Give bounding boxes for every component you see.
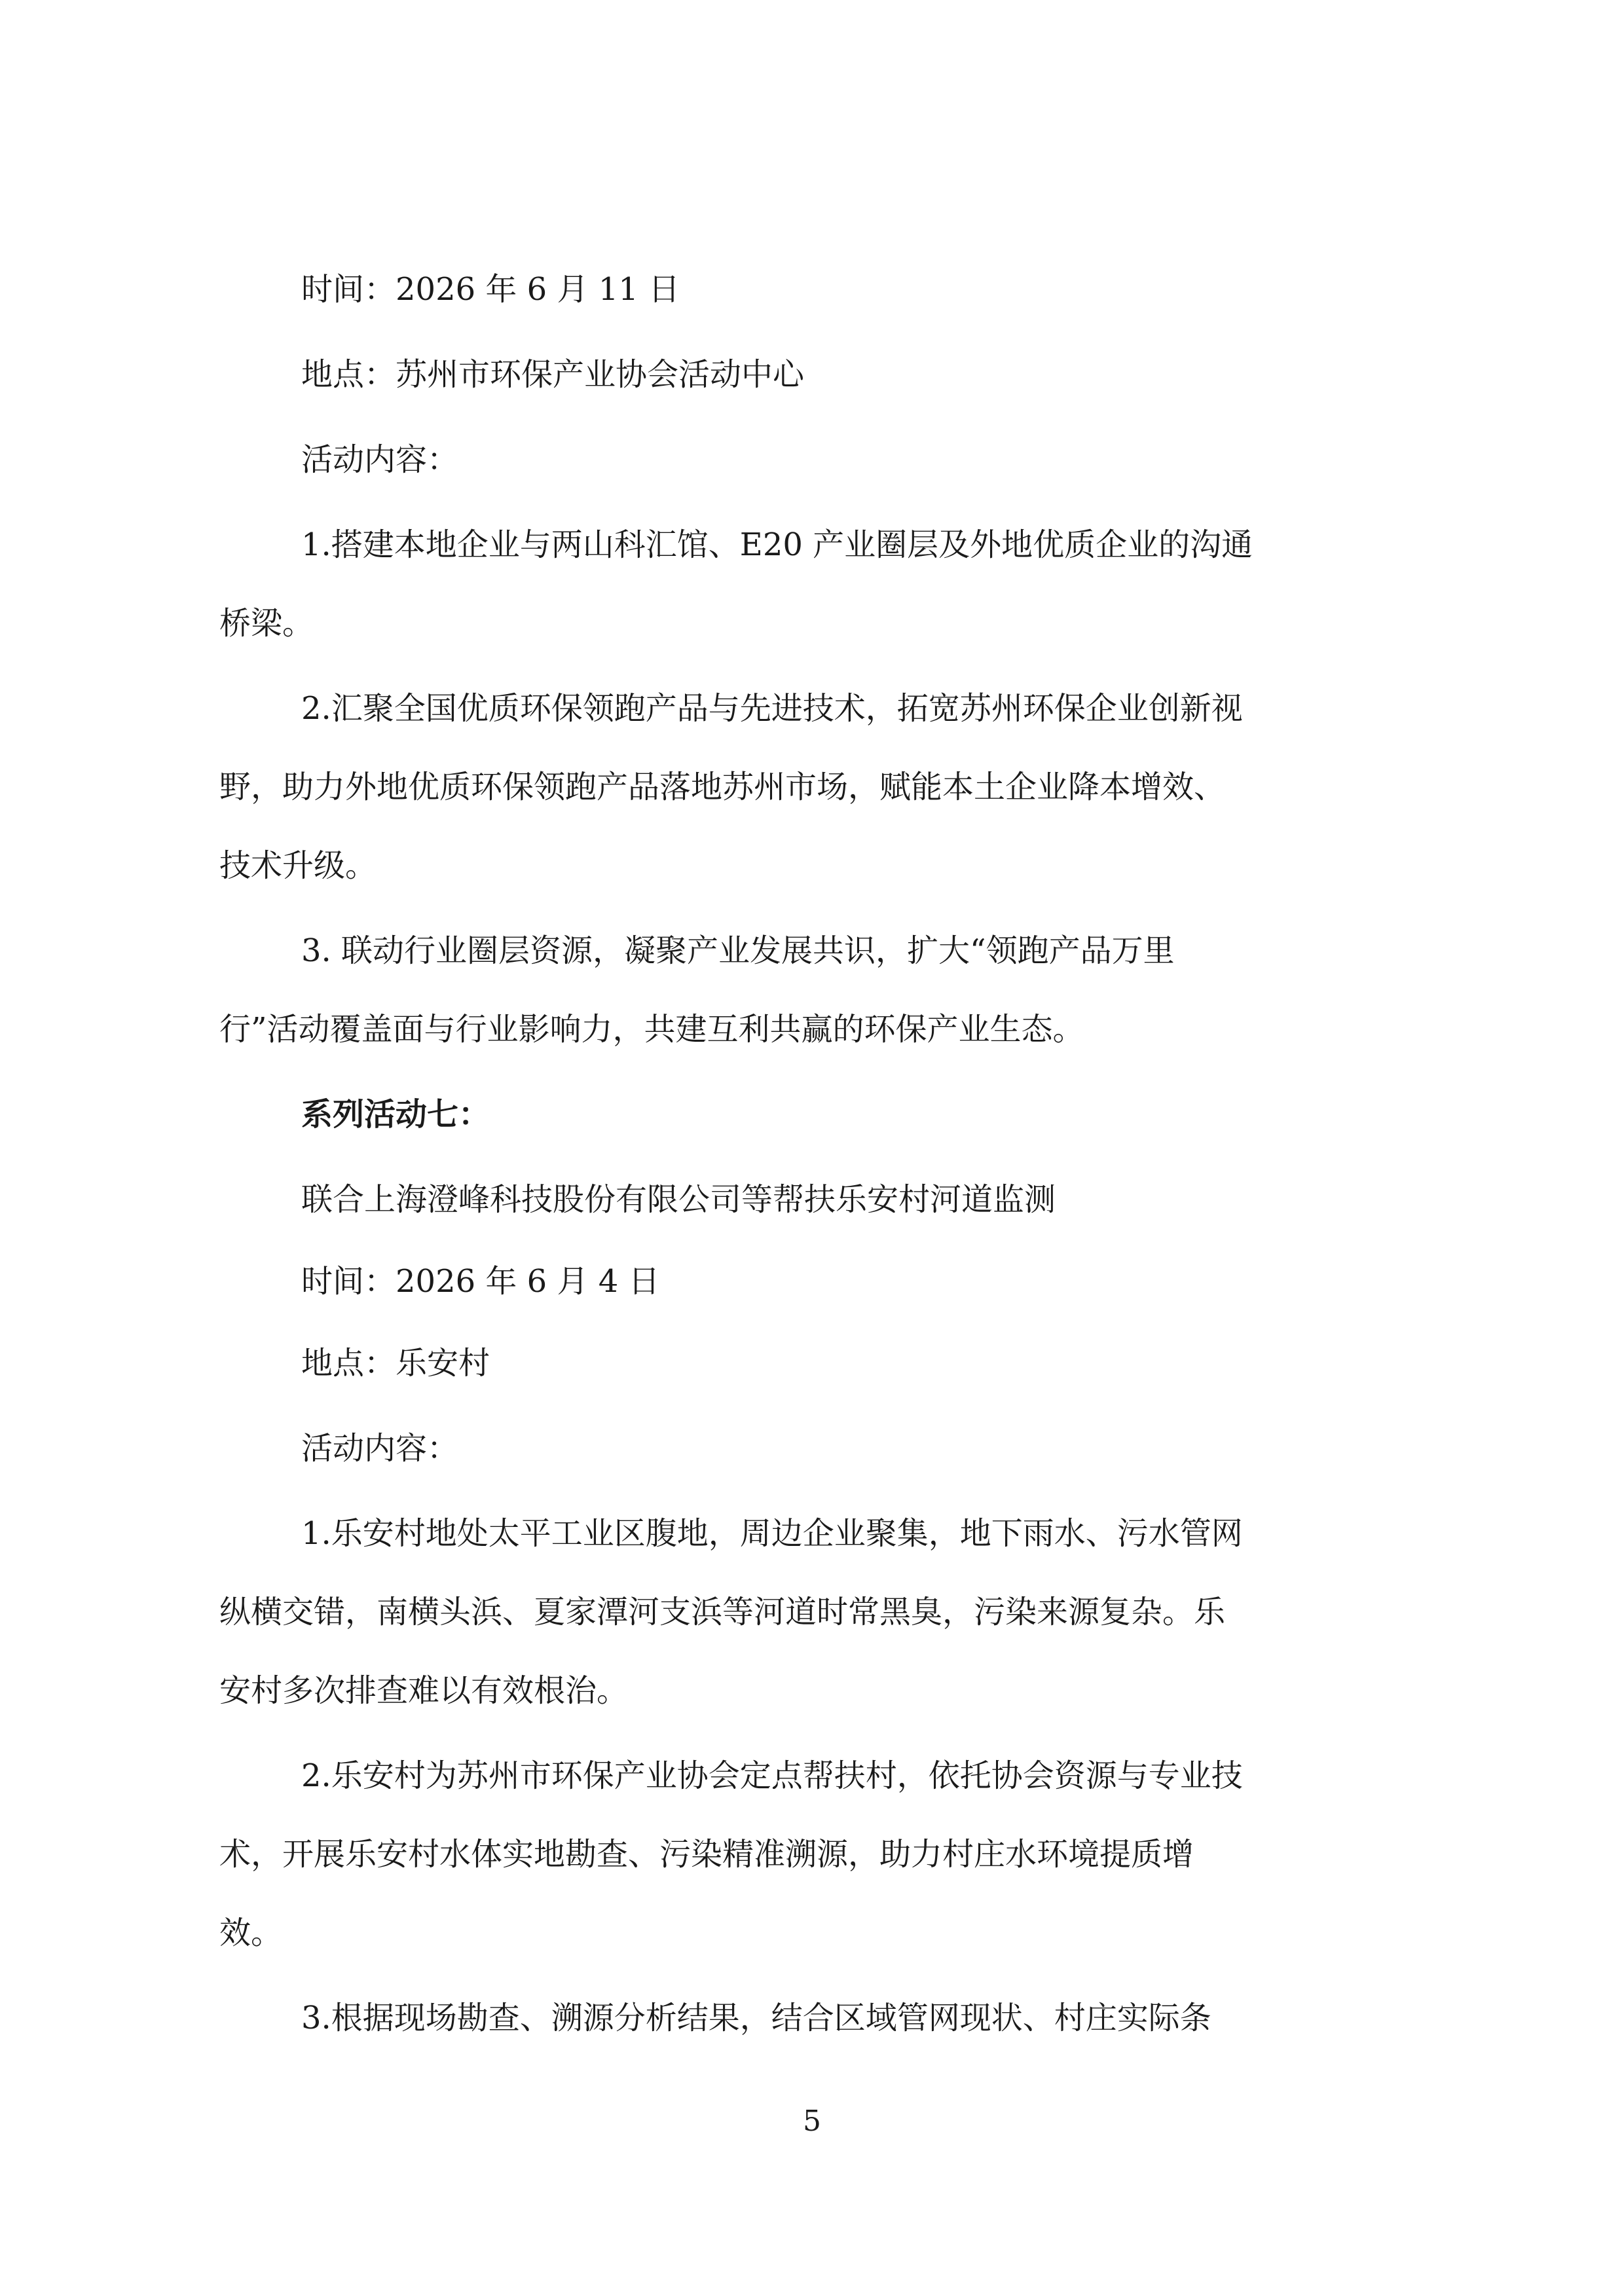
content-item-1-line-2: 桥梁。 bbox=[219, 605, 314, 642]
content-2-item-1-line-2: 纵横交错，南横头浜、夏家潭河支浜等河道时常黑臭，污染来源复杂。乐 bbox=[219, 1594, 1226, 1630]
content-label-2: 活动内容： bbox=[301, 1430, 459, 1467]
content-item-1-line-1: 1.搭建本地企业与两山科汇馆、E20 产业圈层及外地优质企业的沟通 bbox=[301, 526, 1253, 563]
series-heading: 系列活动七： bbox=[301, 1096, 490, 1133]
content-2-item-3-line-1: 3.根据现场勘查、溯源分析结果，结合区域管网现状、村庄实际条 bbox=[301, 2000, 1211, 2036]
content-label: 活动内容： bbox=[301, 441, 459, 478]
content-item-3-line-2: 行”活动覆盖面与行业影响力，共建互利共赢的环保产业生态。 bbox=[219, 1011, 1084, 1048]
content-2-item-1-line-3: 安村多次排查难以有效根治。 bbox=[219, 1672, 629, 1709]
page-number: 5 bbox=[803, 2104, 821, 2138]
content-item-2-line-1: 2.汇聚全国优质环保领跑产品与先进技术，拓宽苏州环保企业创新视 bbox=[301, 690, 1243, 727]
event-time: 时间：2026 年 6 月 11 日 bbox=[301, 271, 680, 308]
content-item-2-line-3: 技术升级。 bbox=[219, 847, 377, 884]
content-2-item-1-line-1: 1.乐安村地处太平工业区腹地，周边企业聚集，地下雨水、污水管网 bbox=[301, 1515, 1243, 1552]
event-place-2: 地点：乐安村 bbox=[301, 1345, 490, 1382]
content-2-item-2-line-2: 术，开展乐安村水体实地勘查、污染精准溯源，助力村庄水环境提质增 bbox=[219, 1836, 1194, 1873]
series-subtitle: 联合上海澄峰科技股份有限公司等帮扶乐安村河道监测 bbox=[301, 1181, 1056, 1218]
content-2-item-2-line-1: 2.乐安村为苏州市环保产业协会定点帮扶村，依托协会资源与专业技 bbox=[301, 1757, 1243, 1794]
event-time-2: 时间：2026 年 6 月 4 日 bbox=[301, 1263, 660, 1300]
event-place: 地点：苏州市环保产业协会活动中心 bbox=[301, 356, 805, 393]
content-item-3-line-1: 3. 联动行业圈层资源，凝聚产业发展共识，扩大“领跑产品万里 bbox=[301, 932, 1175, 969]
content-item-2-line-2: 野，助力外地优质环保领跑产品落地苏州市场，赋能本土企业降本增效、 bbox=[219, 769, 1226, 805]
content-2-item-2-line-3: 效。 bbox=[219, 1915, 283, 1951]
